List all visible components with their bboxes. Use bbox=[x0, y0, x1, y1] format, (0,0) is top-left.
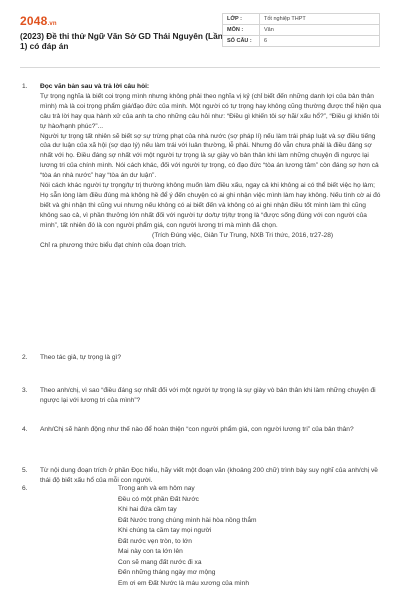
header-divider bbox=[20, 67, 380, 68]
passage-paragraph: Nói cách khác người tự trọng/tự trị thường không muốn làm điều xấu, ngay cả khi không ai có thể biết việc họ làm; Họ sẵn lòng làm điều đúng mà không hề để ý đến chuyện có ai ghi nhận việc mình làm hay không. Nếu tình cờ ai đó biết và ghi nhận thì cũng vui nhưng nếu không có ai biết đến và không có ai ghi nhận điều tốt mình làm thì cũng không sao cả, vì phần thưởng lớn nhất đối với người tự do/tự trị/tự trọng là “được sống đúng với con người của mình”, tất nhiên đó là con người phẩm giá, con người lương tri mà mình đã chọn. bbox=[40, 182, 381, 229]
poem-line: Em ơi em Đất Nước là máu xương của mình bbox=[118, 579, 250, 587]
meta-value: Tốt nghiệp THPT bbox=[260, 14, 380, 25]
poem-line: Đất nước vẹn tròn, to lớn bbox=[118, 537, 192, 545]
meta-value: 6 bbox=[260, 36, 380, 47]
meta-key: SỐ CÂU : bbox=[223, 36, 260, 47]
meta-key: LỚP : bbox=[223, 14, 260, 25]
question-body bbox=[40, 82, 382, 250]
meta-value: Văn bbox=[260, 25, 380, 36]
question-number: 6. bbox=[22, 485, 28, 492]
poem-line: Đều có một phần Đất Nước bbox=[118, 495, 199, 503]
poem-line: Con sẽ mang đất nước đi xa bbox=[118, 558, 202, 566]
question-instruction: Chỉ ra phương thức biểu đạt chính của đoạn trích. bbox=[40, 241, 187, 249]
question-text: Theo tác giả, tự trọng là gì? bbox=[40, 354, 122, 361]
poem-line: Đất Nước trong chúng mình hài hòa nồng thắm bbox=[118, 516, 257, 524]
logo-text: 2048 bbox=[20, 14, 48, 28]
site-logo[interactable] bbox=[20, 14, 57, 28]
meta-key: MÔN : bbox=[223, 25, 260, 36]
exam-title: (2023) Đề thi thử Ngữ Văn Sở GD Thái Nguyên (Lần 1) có đáp án bbox=[20, 31, 223, 51]
passage-source: (Trích Đúng việc, Giản Tư Trung, NXB Tri thức, 2016, tr27-28) bbox=[152, 231, 334, 239]
exam-meta-table bbox=[222, 13, 380, 47]
question-number: 1. bbox=[22, 83, 28, 90]
question-number: 3. bbox=[22, 387, 28, 394]
question-number: 2. bbox=[22, 354, 28, 361]
poem-excerpt bbox=[118, 484, 338, 589]
question-1 bbox=[22, 82, 382, 334]
poem-line: Khi chúng ta cầm tay mọi người bbox=[118, 527, 212, 534]
question-text: Anh/Chị sẽ hành động như thế nào để hoàn thiện “con người phẩm giá, con người lương tri” của bản thân? bbox=[40, 426, 354, 433]
poem-line: Đến những tháng ngày mơ mộng bbox=[118, 569, 216, 576]
meta-row-subject bbox=[223, 25, 380, 36]
poem-line: Mai này con ta lớn lên bbox=[118, 548, 183, 555]
meta-row-class bbox=[223, 14, 380, 25]
question-number: 4. bbox=[22, 426, 28, 433]
question-heading: Đọc văn bản sau và trả lời câu hỏi: bbox=[40, 83, 150, 90]
poem-line: Trong anh và em hôm nay bbox=[118, 485, 195, 492]
question-text: Theo anh/chị, vì sao “điều đáng sợ nhất đối với một người tự trọng là sự giày vò bản thân khi làm những chuyện đi ngược lại với lương tri của mình”? bbox=[40, 387, 376, 404]
passage-paragraph: Tự trọng nghĩa là biết coi trọng mình nhưng không phải theo nghĩa vị kỷ (chỉ biết đến những danh lợi của bản thân mình) mà là coi trọng phẩm giá/đạo đức của mình. Một người có tự trọng hay không cũng thường được thể hiện qua câu trả lời hay qua hành xử của anh ta cho những câu hỏi như: “Điều gì khiến tôi sợ hãi/ xấu hổ?”, “Điều gì khiến tôi tự hào/hạnh phúc?”... bbox=[40, 92, 382, 130]
question-text: Từ nội dung đoạn trích ở phần Đọc hiểu, hãy viết một đoạn văn (khoảng 200 chữ) trình bày suy nghĩ của anh/chị về thái độ biết xấu hổ của mỗi con người. bbox=[40, 467, 378, 484]
meta-row-count bbox=[223, 36, 380, 47]
logo-suffix: .vn bbox=[47, 21, 57, 27]
question-number: 5. bbox=[22, 467, 28, 474]
poem-line: Khi hai đứa cầm tay bbox=[118, 506, 177, 513]
passage-paragraph: Người tự trọng tất nhiên sẽ biết sợ sự trừng phạt của nhà nước (sợ pháp lí) nếu làm trái pháp luật và sợ điều tiếng của dư luận của xã hội (sợ dạo lý) nếu làm trái với luân thường, lễ phải. Nhưng đó vẫn chưa phải là điều đáng sợ nhất với họ. Điều đáng sợ nhất với một người tự trọng là sự giày vò bản thân khi làm những chuyện đi ngược lại lương tri của chính mình. Nói cách khác, đối với người tự trọng, có đạo đức “tòa án lương tâm” còn đáng sợ hơn cả “tòa án nhà nước” hay “tòa án dư luận”. bbox=[40, 132, 379, 180]
